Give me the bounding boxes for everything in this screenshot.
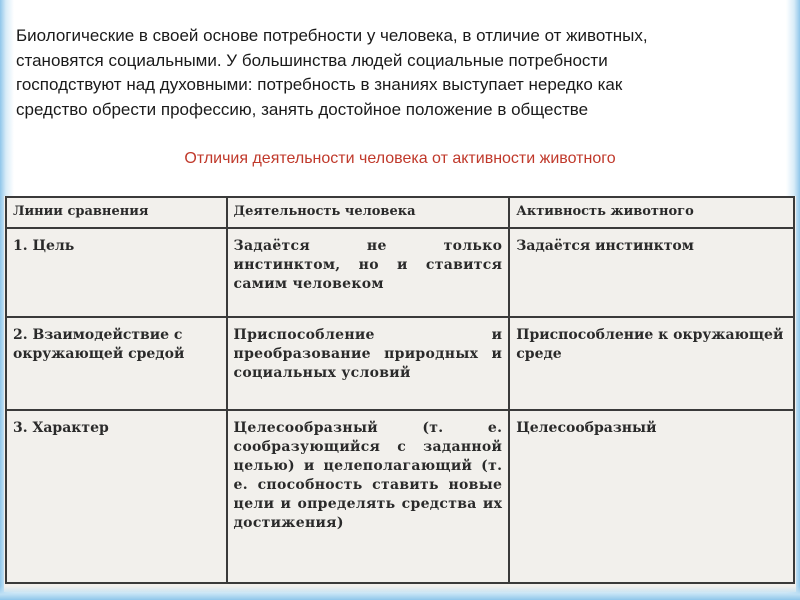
row-human-cell: Задаётся не только инстинктом, но и ставится самим человеком <box>227 228 510 317</box>
comparison-table-image <box>4 196 796 592</box>
row-human-cell: Целесообразный (т. е. сообразующийся с заданной целью) и целеполагающий (т. е. способность ставить новые цели и определять средства их достижения) <box>227 410 510 583</box>
row-criterion: 2. Взаимодействие с окружающей средой <box>6 317 227 410</box>
header-human-activity: Деятельность человека <box>227 197 510 228</box>
header-comparison-lines: Линии сравнения <box>6 197 227 228</box>
table-row <box>6 228 794 317</box>
table-caption: Отличия деятельности человека от активности животного <box>184 150 616 167</box>
row-animal-cell: Приспособление к окружающей среде <box>509 317 794 410</box>
table-row <box>6 317 794 410</box>
table-row <box>6 410 794 583</box>
row-human-cell: Приспособление и преобразование природных и социальных условий <box>227 317 510 410</box>
row-criterion: 1. Цель <box>6 228 227 317</box>
comparison-table <box>5 196 795 584</box>
row-criterion: 3. Характер <box>6 410 227 583</box>
table-header-row <box>6 197 794 228</box>
header-animal-activity: Активность животного <box>509 197 794 228</box>
row-animal-cell: Задаётся инстинктом <box>509 228 794 317</box>
intro-paragraph: Биологические в своей основе потребности у человека, в отличие от животных, становятся социальными. У большинства людей социальные потребности господствуют над духовными: потребность в знаниях выступает нередко как средство обрести профессию, занять достойное положение в обществе <box>16 26 648 119</box>
row-animal-cell: Целесообразный <box>509 410 794 583</box>
